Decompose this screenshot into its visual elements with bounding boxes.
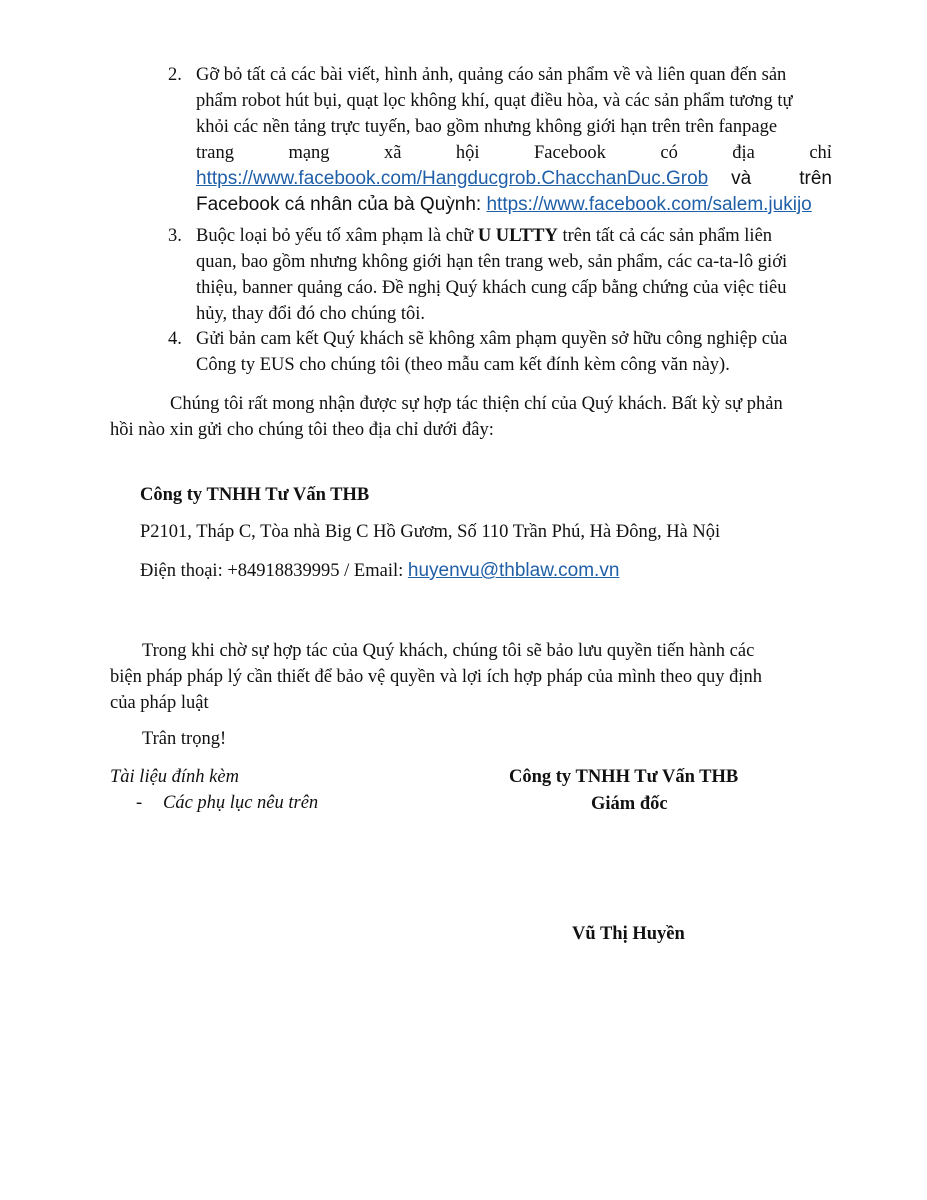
item3-line4: hủy, thay đổi đó cho chúng tôi.: [196, 304, 425, 324]
list-item-3: [196, 223, 832, 327]
item3-line3: thiệu, banner quảng cáo. Đề nghị Quý khách cung cấp bằng chứng của việc tiêu: [196, 278, 787, 298]
item2-line4: trang mạng xã hội Facebook có địa chỉ: [196, 143, 832, 163]
attachment-item: Các phụ lục nêu trên: [163, 793, 319, 813]
signature-title: Giám đốc: [591, 794, 668, 814]
item2-line6: Facebook cá nhân của bà Quỳnh: https://www.facebook.com/salem.jukijo: [196, 194, 812, 215]
contact-phone-email: Điện thoại: +84918839995 / Email: huyenvu@thblaw.com.vn: [140, 560, 620, 581]
list-number-3: 3.: [168, 226, 182, 246]
item4-line2: Công ty EUS cho chúng tôi (theo mẫu cam kết đính kèm công văn này).: [196, 355, 730, 375]
fanpage-link[interactable]: https://www.facebook.com/Hangducgrob.ChacchanDuc.Grob: [196, 168, 709, 189]
list-item-2: [196, 62, 832, 218]
list-number-4: 4.: [168, 329, 182, 349]
cooperation-paragraph: Chúng tôi rất mong nhận được sự hợp tác thiện chí của Quý khách. Bất kỳ sự phản hồi nào xin gửi cho chúng tôi theo địa chỉ dưới đây:: [110, 394, 783, 440]
reservation-paragraph: Trong khi chờ sự hợp tác của Quý khách, chúng tôi sẽ bảo lưu quyền tiến hành các biện pháp pháp lý cần thiết để bảo vệ quyền và lợi ích hợp pháp của mình theo quy định của pháp luật: [110, 641, 762, 713]
infringing-mark: U ULTTY: [477, 226, 558, 246]
item2-line2: phẩm robot hút bụi, quạt lọc không khí, quạt điều hòa, và các sản phẩm tương tự: [196, 91, 793, 111]
closing-greeting: Trân trọng!: [142, 729, 227, 749]
item2-line5: https://www.facebook.com/Hangducgrob.ChacchanDuc.Grob và trên: [196, 166, 832, 192]
personal-facebook-link[interactable]: https://www.facebook.com/salem.jukijo: [486, 194, 812, 215]
item2-line1: Gỡ bỏ tất cả các bài viết, hình ảnh, quảng cáo sản phẩm về và liên quan đến sản: [196, 65, 787, 85]
contact-address: P2101, Tháp C, Tòa nhà Big C Hồ Gươm, Số 110 Trần Phú, Hà Đông, Hà Nội: [140, 522, 721, 542]
attachment-dash: -: [136, 793, 143, 813]
item3-line1: Buộc loại bỏ yếu tố xâm phạm là chữ U ULTTY trên tất cả các sản phẩm liên: [196, 226, 773, 246]
list-item-4: [196, 326, 832, 378]
email-link[interactable]: huyenvu@thblaw.com.vn: [407, 560, 620, 581]
contact-company: Công ty TNHH Tư Vấn THB: [140, 485, 370, 505]
signature-company: Công ty TNHH Tư Vấn THB: [509, 767, 739, 787]
item3-line2: quan, bao gồm nhưng không giới hạn tên trang web, sản phẩm, các ca-ta-lô giới: [196, 252, 788, 272]
item2-line3: khỏi các nền tảng trực tuyến, bao gồm nhưng không giới hạn trên trên fanpage: [196, 117, 778, 137]
list-number-2: 2.: [168, 65, 182, 85]
signatory-name: Vũ Thị Huyền: [572, 924, 685, 944]
attachments-heading: Tài liệu đính kèm: [110, 767, 239, 787]
item4-line1: Gửi bản cam kết Quý khách sẽ không xâm phạm quyền sở hữu công nghiệp của: [196, 329, 788, 349]
